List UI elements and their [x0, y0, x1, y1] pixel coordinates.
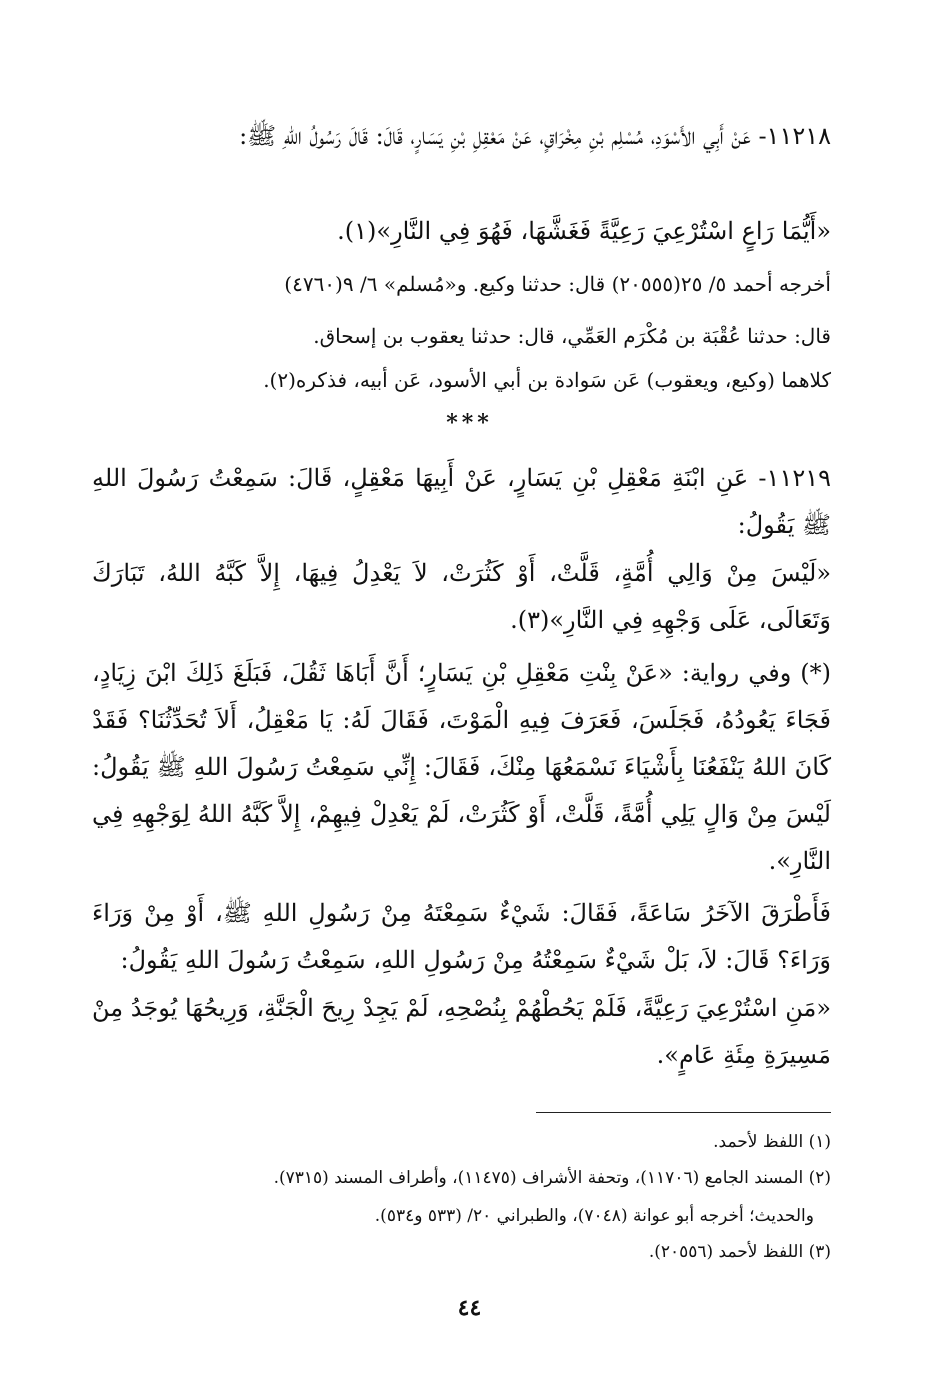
- takhrij-line-1: أخرجه أحمد ٥/ ٢٥(٢٠٥٥٥) قال: حدثنا وكيع. و«مُسلم» ٦/ ٩(٤٧٦٠): [284, 272, 831, 296]
- hadith-11219-atraq: فَأَطْرَقَ الآخَرُ سَاعَةً، فَقَالَ: شَيْءٌ سَمِعْتَهُ مِنْ رَسُولِ اللهِ ﷺ، أَوْ مِنْ وَرَاءَ وَرَاءَ؟ قَالَ: لاَ، بَلْ شَيْءٌ سَمِعْتُهُ مِنْ رَسُولِ اللهِ، سَمِعْتُ رَسُولَ اللهِ يَقُولُ:: [92, 899, 831, 974]
- hadith-11218-quote: «أَيُّمَا رَاعٍ اسْتُرْعِيَ رَعِيَّةً فَغَشَّهَا، فَهُوَ فِي النَّارِ»(١).: [337, 217, 831, 245]
- hadith-11218-intro: ١١٢١٨- عَنْ أَبِي الأَسْوَدِ، مُسْلِم بْنِ مِخْرَاقٍ، عَنْ مَعْقِلِ بْنِ يَسَارٍ، قَالَ: قَالَ رَسُولُ اللهِ ﷺ:: [239, 122, 831, 150]
- hadith-11219-quote-2: «مَنِ اسْتُرْعِيَ رَعِيَّةً، فَلَمْ يَحُطْهُمْ بِنُصْحِهِ، لَمْ يَجِدْ رِيحَ الْجَنَّةِ، وَرِيحُهَا يُوجَدُ مِنْ مَسِيرَةِ مِئَةِ عَامٍ».: [92, 994, 831, 1069]
- footnote-3: (٣) اللفظ لأحمد (٢٠٥٥٦).: [648, 1242, 831, 1262]
- footnote-1: (١) اللفظ لأحمد.: [713, 1132, 831, 1152]
- page-number: ٤٤: [457, 1295, 482, 1321]
- takhrij-line-2: قال: حدثنا عُقْبَة بن مُكْرَم العَمِّي، قال: حدثنا يعقوب بن إسحاق.: [313, 324, 831, 348]
- takhrij-line-3: كلاهما (وكيع، ويعقوب) عَن سَوادة بن أبي الأسود، عَن أبيه، فذكره(٢).: [263, 368, 831, 392]
- hadith-11219-intro: ١١٢١٩- عَنِ ابْنَةِ مَعْقِلِ بْنِ يَسَارٍ، عَنْ أَبِيهَا مَعْقِلٍ، قَالَ: سَمِعْتُ رَسُولَ اللهِ ﷺ يَقُولُ:: [92, 464, 831, 539]
- footnote-2: (٢) المسند الجامع (١١٧٠٦)، وتحفة الأشراف (١١٤٧٥)، وأطراف المسند (٧٣١٥).: [273, 1168, 831, 1188]
- footnote-2-continued: والحديث؛ أخرجه أبو عوانة (٧٠٤٨)، والطبراني ٢٠/ (٥٣٣ و٥٣٤).: [374, 1206, 814, 1226]
- hadith-11219-quote: «لَيْسَ مِنْ وَالِي أُمَّةٍ، قَلَّتْ، أَوْ كَثُرَتْ، لاَ يَعْدِلُ فِيهَا، إِلاَّ كَبَّهُ اللهُ، تَبَارَكَ وَتَعَالَى، عَلَى وَجْهِهِ فِي النَّارِ»(٣).: [92, 559, 832, 634]
- footnote-separator: [536, 1112, 831, 1113]
- section-separator: ***: [446, 410, 493, 436]
- hadith-11219-riwaya: (*) وفي رواية: «عَنْ بِنْتِ مَعْقِلِ بْنِ يَسَارٍ؛ أَنَّ أَبَاهَا ثَقُلَ، فَبَلَغَ ذَلِكَ ابْنَ زِيَادٍ، فَجَاءَ يَعُودُهُ، فَجَلَسَ، فَعَرَفَ فِيهِ الْمَوْتَ، فَقَالَ لَهُ: يَا مَعْقِلُ، أَلاَ تُحَدِّثُنَا؟ فَقَدْ كَانَ اللهُ يَنْفَعُنَا بِأَشْيَاءَ نَسْمَعُهَا مِنْكَ، فَقَالَ: إِنِّي سَمِعْتُ رَسُولَ اللهِ ﷺ يَقُولُ: لَيْسَ مِنْ وَالٍ يَلِي أُمَّةً، قَلَّتْ، أَوْ كَثُرَتْ، لَمْ يَعْدِلْ فِيهِمْ، إِلاَّ كَبَّهُ اللهُ لِوَجْهِهِ فِي النَّارِ».: [92, 659, 831, 875]
